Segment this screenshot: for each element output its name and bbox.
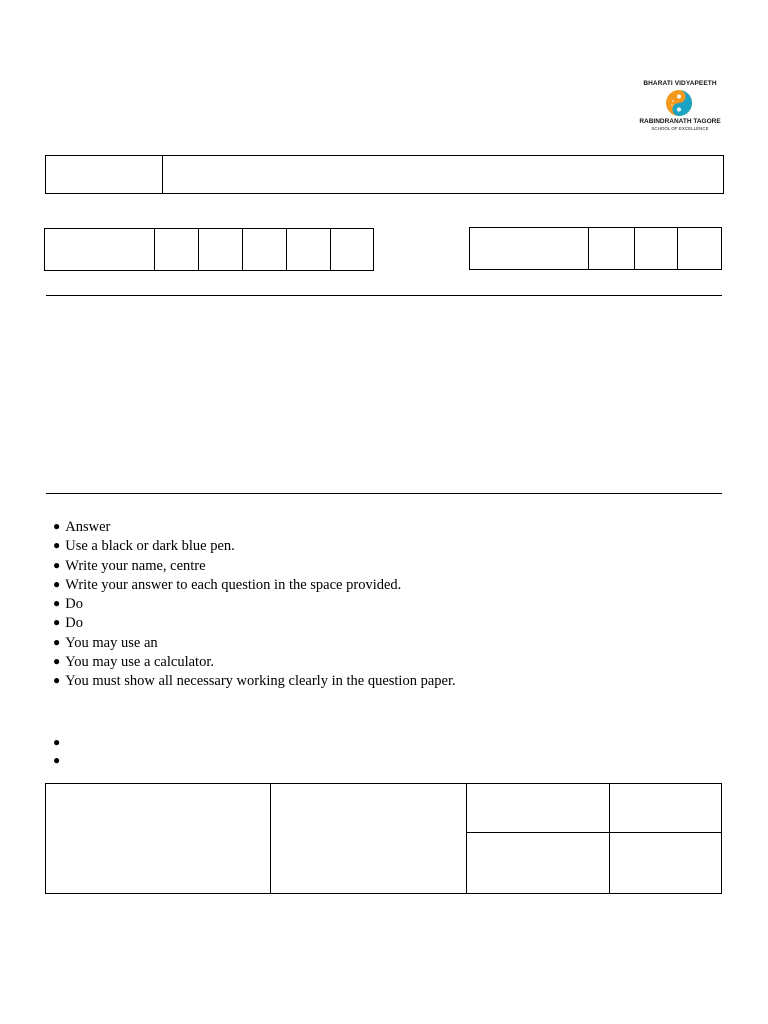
information-item	[53, 751, 713, 769]
instructions-list	[53, 518, 713, 692]
centre-number-label-cell	[45, 229, 155, 270]
instruction-item: ● Do	[53, 595, 713, 614]
table-column-divider	[270, 784, 271, 893]
information-item	[53, 733, 713, 751]
yin-yang-emblem-icon	[664, 88, 694, 118]
centre-digit-cell[interactable]	[199, 229, 243, 270]
logo-subtitle: SCHOOL OF EXCELLENCE	[651, 126, 709, 131]
instruction-item: ● Write your answer to each question in the space provided.	[53, 576, 713, 595]
centre-digit-cell[interactable]	[155, 229, 199, 270]
centre-number-box	[44, 228, 374, 271]
instruction-item: ● Answer	[53, 518, 713, 537]
centre-digit-cell[interactable]	[287, 229, 331, 270]
instruction-item: ● Use a black or dark blue pen.	[53, 537, 713, 556]
school-logo	[628, 80, 732, 134]
table-column-divider	[466, 784, 467, 893]
name-entry-cell[interactable]	[163, 156, 723, 193]
divider-line	[46, 493, 722, 494]
candidate-digit-cell[interactable]	[589, 228, 635, 269]
instruction-item: ● You may use a calculator.	[53, 653, 713, 672]
candidate-digit-cell[interactable]	[635, 228, 678, 269]
candidate-name-box	[45, 155, 724, 194]
information-list	[53, 733, 713, 769]
centre-digit-cell[interactable]	[331, 229, 373, 270]
logo-school-name: RABINDRANATH TAGORE	[639, 118, 721, 125]
table-row-divider	[467, 832, 721, 833]
candidate-number-box	[469, 227, 722, 270]
instruction-item: ● You may use an	[53, 634, 713, 653]
divider-line	[46, 295, 722, 296]
centre-digit-cell[interactable]	[243, 229, 287, 270]
marks-table	[45, 783, 722, 894]
candidate-digit-cell[interactable]	[678, 228, 721, 269]
table-column-divider	[609, 784, 610, 893]
candidate-number-label-cell	[470, 228, 589, 269]
instruction-item: ● You must show all necessary working clearly in the question paper.	[53, 672, 713, 691]
instruction-item: ● Do	[53, 614, 713, 633]
instruction-item: ● Write your name, centre	[53, 557, 713, 576]
logo-top-text: BHARATI VIDYAPEETH	[643, 80, 717, 87]
name-label-cell	[46, 156, 163, 193]
